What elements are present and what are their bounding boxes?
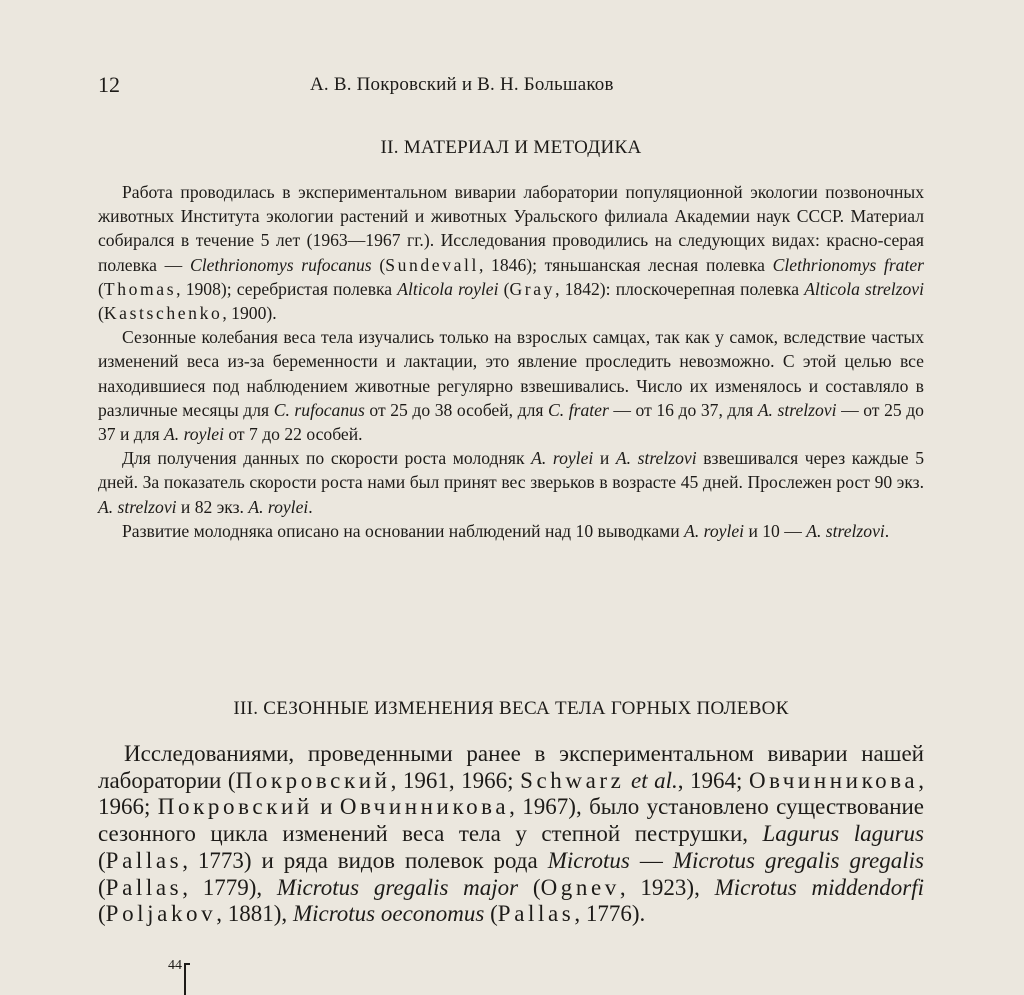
- signature-mark: [184, 963, 190, 995]
- species-name: C. rufocanus: [273, 399, 365, 420]
- species-name: A. strelzovi: [98, 496, 177, 517]
- paragraph: Исследованиями, проведенными ранее в экспериментальном виварии нашей лаборатории (Покровский, 1961, 1966; Schwarz et al., 1964; Овчинникова, 1966; Покровский и Овчинникова, 1967), было установлено существование сезонного цикла изменений веса тела у степной пеструшки, Lagurus lagurus (Pallas, 1773) и ряда видов полевок рода Microtus — Microtus gregalis gregalis (Pallas, 1779), Microtus gregalis major (Ognev, 1923), Microtus middendorfi (Poljakov, 1881), Microtus oeconomus (Pallas, 1776).: [98, 741, 925, 927]
- et-al: et al.: [630, 767, 678, 793]
- genus-name: Microtus: [547, 847, 630, 873]
- author-name: Ognev: [540, 874, 620, 900]
- species-name: Microtus oeconomus: [292, 901, 485, 927]
- printer-signature: [168, 957, 190, 995]
- author-name: Kastschenko: [103, 303, 223, 324]
- species-name: Lagurus lagurus: [762, 821, 925, 847]
- species-name: A. strelzovi: [615, 448, 697, 469]
- author-name: Schwarz: [520, 767, 625, 793]
- author-name: Покровский: [157, 794, 313, 820]
- paragraph: Сезонные колебания веса тела изучались только на взрослых самцах, так как у самок, вследствие частых изменений веса из-за беременности и лактации, это явление проследить невозможно. С этой целью все находившиеся под наблюдением животные регулярно взвешивались. Число их изменялось и составляло в различные месяцы для C. rufocanus от 25 до 38 особей, для C. frater — от 16 до 37, для A. strelzovi — от 25 до 37 и для A. roylei от 7 до 22 особей.: [98, 327, 924, 445]
- species-name: Microtus gregalis major: [276, 874, 519, 900]
- species-name: A. roylei: [684, 520, 745, 541]
- page-number: 12: [98, 72, 120, 97]
- species-name: Clethrionomys frater: [772, 254, 925, 275]
- paragraph: Для получения данных по скорости роста молодняк A. roylei и A. strelzovi взвешивался через каждые 5 дней. За показатель скорости роста нами был принят вес зверьков в возрасте 45 дней. Прослежен рост 90 экз. A. strelzovi и 82 экз. A. roylei.: [98, 448, 924, 517]
- author-name: Овчинникова: [748, 767, 919, 793]
- author-name: Sundevall: [385, 254, 479, 275]
- species-name: A. roylei: [248, 496, 309, 517]
- paragraph: Работа проводилась в экспериментальном виварии лаборатории популяционной экологии позвоночных животных Института экологии растений и животных Уральского филиала Академии наук СССР. Материал собирался в течение 5 лет (1963—1967 гг.). Исследования проводились на следующих видах: красно-серая полевка — Clethrionomys rufocanus (Sundevall, 1846); тяньшанская лесная полевка Clethrionomys frater (Thomas, 1908); серебристая полевка Alticola roylei (Gray, 1842): плоскочерепная полевка Alticola strelzovi (Kastschenko, 1900).: [98, 182, 925, 324]
- running-head-authors: А. В. Покровский и В. Н. Большаков: [310, 74, 614, 95]
- species-name: Microtus gregalis gregalis: [672, 847, 924, 873]
- seasonal-text: [98, 741, 924, 928]
- species-name: Microtus middendorfi: [714, 874, 924, 900]
- author-name: Овчинникова: [339, 794, 510, 820]
- section-heading-seasonal: III. СЕЗОННЫЕ ИЗМЕНЕНИЯ ВЕСА ТЕЛА ГОРНЫХ ПОЛЕВОК: [233, 698, 789, 719]
- author-name: Pallas: [105, 847, 183, 873]
- species-name: C. frater: [548, 399, 609, 420]
- species-name: A. roylei: [531, 448, 594, 469]
- signature-number: 44: [168, 958, 182, 973]
- species-name: A. roylei: [164, 424, 224, 445]
- species-name: Alticola strelzovi: [804, 278, 924, 299]
- species-name: A. strelzovi: [806, 520, 885, 541]
- paragraph: Развитие молодняка описано на основании наблюдений над 10 выводками A. roylei и 10 — A. strelzovi.: [122, 520, 890, 541]
- species-name: A. strelzovi: [757, 399, 837, 420]
- author-name: Thomas: [103, 278, 177, 299]
- methods-text: [98, 180, 924, 543]
- author-name: Pallas: [105, 874, 183, 900]
- species-name: Alticola roylei: [397, 278, 499, 299]
- species-name: Clethrionomys rufocanus: [189, 254, 372, 275]
- author-name: Poljakov: [105, 901, 217, 927]
- section-heading-methods: II. МАТЕРИАЛ И МЕТОДИКА: [380, 137, 642, 158]
- author-name: Pallas: [497, 901, 575, 927]
- author-name: Покровский: [235, 767, 391, 793]
- author-name: Gray: [509, 278, 556, 299]
